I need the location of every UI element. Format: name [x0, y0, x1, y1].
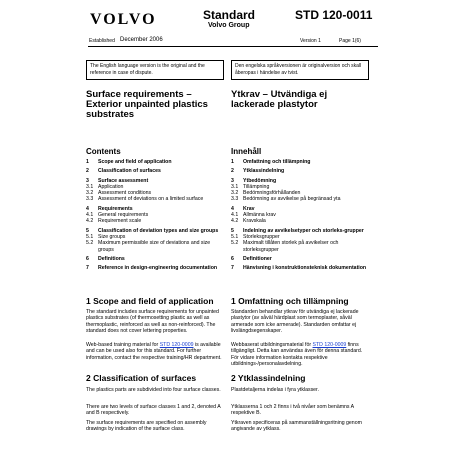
text-span: Web-based training material for	[86, 342, 160, 348]
toc-entry-number: 2	[86, 168, 89, 175]
header-divider	[88, 46, 378, 47]
toc-entry[interactable]	[231, 256, 371, 262]
section-1-paragraph-1-sv: Standarden behandlar ytkrav för utvändiga ej lackerade plastytor (av såväl härdplast som termoplaster, såväl armerade som icke armerade). Standarden omfattar ej livslängdsegenskaper.	[231, 309, 359, 335]
section-1-paragraph-2-en	[86, 342, 224, 361]
volvo-logo: VOLVO	[90, 11, 157, 28]
toc-entry-number: 4.2	[231, 218, 239, 225]
document-title-en: Surface requirements – Exterior unpainted plastics substrates	[86, 89, 208, 120]
section-1-paragraph-2-sv	[231, 342, 369, 368]
toc-entry-number: 3	[231, 177, 234, 184]
established-label: Established	[89, 38, 115, 44]
section-2-heading-en: 2 Classification of surfaces	[86, 373, 197, 383]
toc-entry-label: Tillämpning	[243, 183, 270, 190]
toc-entry-label: Classification of surfaces	[98, 168, 161, 175]
toc-entry-label: Allmänna krav	[243, 212, 276, 219]
toc-entry[interactable]	[231, 265, 371, 271]
toc-entry-label: Storleksgrupper	[243, 233, 280, 240]
toc-entry-label: Bedömningsförhållanden	[243, 190, 301, 197]
standard-label: Standard	[203, 8, 256, 22]
toc-entry-number: 1	[86, 159, 89, 165]
toc-entry-label: Application	[98, 183, 124, 190]
toc-entry-label: Size groups	[98, 233, 126, 240]
toc-entry[interactable]	[86, 240, 226, 253]
document-title-sv: Ytkrav – Utvändiga ej lackerade plastytor	[231, 89, 328, 110]
toc-entry-number: 3	[86, 177, 89, 184]
std-120-0009-link[interactable]: STD 120-0009	[159, 342, 194, 348]
toc-entry-label: Surface assessment	[98, 177, 149, 184]
section-2-paragraph-1-en: The plastics parts are subdivided into four surface classes.	[86, 387, 221, 393]
section-1-paragraph-1-en: The standard includes surface requirements for unpainted plastics substrates (of thermosetting plastic as well as thermoplastic, reinforced as well as non-reinforced). The standard does not cover lettering properties.	[86, 309, 219, 335]
toc-entry[interactable]	[231, 168, 371, 174]
toc-entry[interactable]	[231, 218, 371, 224]
toc-entry-number: 4.1	[231, 212, 239, 219]
toc-entry[interactable]	[86, 196, 226, 202]
toc-entry-number: 4	[231, 205, 234, 212]
group-label: Volvo Group	[208, 22, 250, 29]
toc-entry-label: Krav	[243, 205, 255, 212]
toc-entry-label: Indelning av avvikelsetyper och storleks-grupper	[243, 227, 364, 234]
toc-entry-number: 4	[86, 205, 89, 212]
table-of-contents-sv	[231, 159, 371, 271]
toc-entry-number: 1	[231, 159, 234, 165]
toc-entry-label: Assessment conditions	[98, 190, 152, 197]
toc-entry-label: Assessment of deviations on a limited surface	[98, 196, 204, 203]
section-2-paragraph-2-en: There are two levels of surface classes 1 and 2, denoted A and B respectively.	[86, 404, 221, 417]
toc-entry-label: Ytbedömning	[243, 177, 277, 184]
version-label: Version 1	[300, 38, 321, 44]
toc-entry-number: 3.2	[86, 190, 94, 197]
toc-entry-number: 7	[86, 265, 89, 272]
toc-entry-label: Reference in design-engineering documentation	[98, 265, 218, 272]
toc-entry-number: 4.1	[86, 212, 94, 219]
toc-entry-number: 5.2	[231, 240, 239, 247]
toc-entry[interactable]	[231, 196, 371, 202]
toc-entry-number: 6	[231, 255, 234, 262]
toc-entry[interactable]	[86, 168, 226, 174]
text-span: Webbaserat utbildningsmaterial för	[231, 342, 313, 348]
section-2-paragraph-1-sv: Plastdetaljerna indelas i fyra ytklasser.	[231, 387, 319, 393]
toc-entry-label: Scope and field of application	[98, 159, 172, 165]
section-1-heading-sv: 1 Omfattning och tillämpning	[231, 296, 349, 306]
toc-entry-label: Requirements	[98, 205, 133, 212]
table-of-contents-en	[86, 159, 226, 271]
toc-entry-number: 3.1	[231, 183, 239, 190]
toc-entry[interactable]	[231, 240, 371, 253]
toc-entry-label: Classification of deviation types and size groups	[98, 227, 219, 234]
toc-entry-number: 5.1	[86, 233, 94, 240]
toc-entry-label: Ytklassindelning	[243, 168, 285, 175]
toc-entry-label: General requirements	[98, 212, 149, 219]
toc-entry-number: 5	[231, 227, 234, 234]
toc-entry-label: Definitions	[98, 255, 125, 262]
contents-heading-sv: Innehåll	[231, 147, 262, 156]
toc-entry-number: 2	[231, 168, 234, 175]
notice-box-en: The English language version is the original and the reference in case of dispute.	[86, 60, 224, 80]
std-120-0009-link[interactable]: STD 120-0009	[312, 342, 347, 348]
established-date: December 2006	[120, 37, 163, 43]
toc-entry-number: 6	[86, 255, 89, 262]
toc-entry-number: 7	[231, 265, 234, 272]
contents-heading-en: Contents	[86, 147, 121, 156]
toc-entry-label: Bedömning av avvikelse på begränsad yta	[243, 196, 341, 203]
toc-entry-number: 5.2	[86, 240, 94, 247]
toc-entry-number: 3.2	[231, 190, 239, 197]
toc-entry[interactable]	[231, 159, 371, 165]
section-2-heading-sv: 2 Ytklassindelning	[231, 373, 306, 383]
toc-entry-number: 3.3	[231, 196, 239, 203]
toc-entry[interactable]	[86, 159, 226, 165]
toc-entry-number: 3.1	[86, 183, 94, 190]
toc-entry-label: Maximum permissible size of deviations and size groups	[98, 240, 211, 253]
text-span: finns tillgängligt. Detta kan användas även för denna standard. För vidare information kontakta respektive utbildnings-/personalavdelning.	[231, 342, 363, 368]
toc-entry-number: 4.2	[86, 218, 94, 225]
toc-entry-label: Hänvisning i konstruktionsteknisk dokumentation	[243, 265, 367, 272]
notice-box-sv: Den engelska språkversionen är originalversion och skall åberopas i händelse av tvist.	[231, 60, 369, 80]
toc-entry[interactable]	[86, 256, 226, 262]
toc-entry-label: Requirement scale	[98, 218, 142, 225]
toc-entry[interactable]	[86, 218, 226, 224]
page-number: 1(6)	[352, 38, 361, 44]
toc-entry-label: Omfattning och tillämpning	[243, 159, 311, 165]
section-1-heading-en: 1 Scope and field of application	[86, 296, 214, 306]
section-2-paragraph-3-sv: Ytkraven specificeras på sammanställningsritning genom angivande av ytklass.	[231, 420, 362, 433]
toc-entry-label: Kravskala	[243, 218, 266, 225]
text-span: is available and can be used also for this standard. For further information, contact the respective training/HR department.	[86, 342, 222, 361]
toc-entry-label: Definitioner	[243, 255, 272, 262]
toc-entry[interactable]	[86, 265, 226, 271]
section-2-paragraph-3-en: The surface requirements are specified on assembly drawings by indication of the surface class.	[86, 420, 207, 433]
toc-entry-number: 5	[86, 227, 89, 234]
toc-entry-number: 5.1	[231, 233, 239, 240]
section-2-paragraph-2-sv: Ytklasserna 1 och 2 finns i två nivåer som benämns A respektive B.	[231, 404, 354, 417]
toc-entry-label: Maximalt tillåten storlek på avvikelser och storleksgrupper	[243, 240, 339, 253]
toc-entry-number: 3.3	[86, 196, 94, 203]
standard-number: STD 120-0011	[295, 8, 373, 22]
page-label: Page	[339, 38, 351, 44]
